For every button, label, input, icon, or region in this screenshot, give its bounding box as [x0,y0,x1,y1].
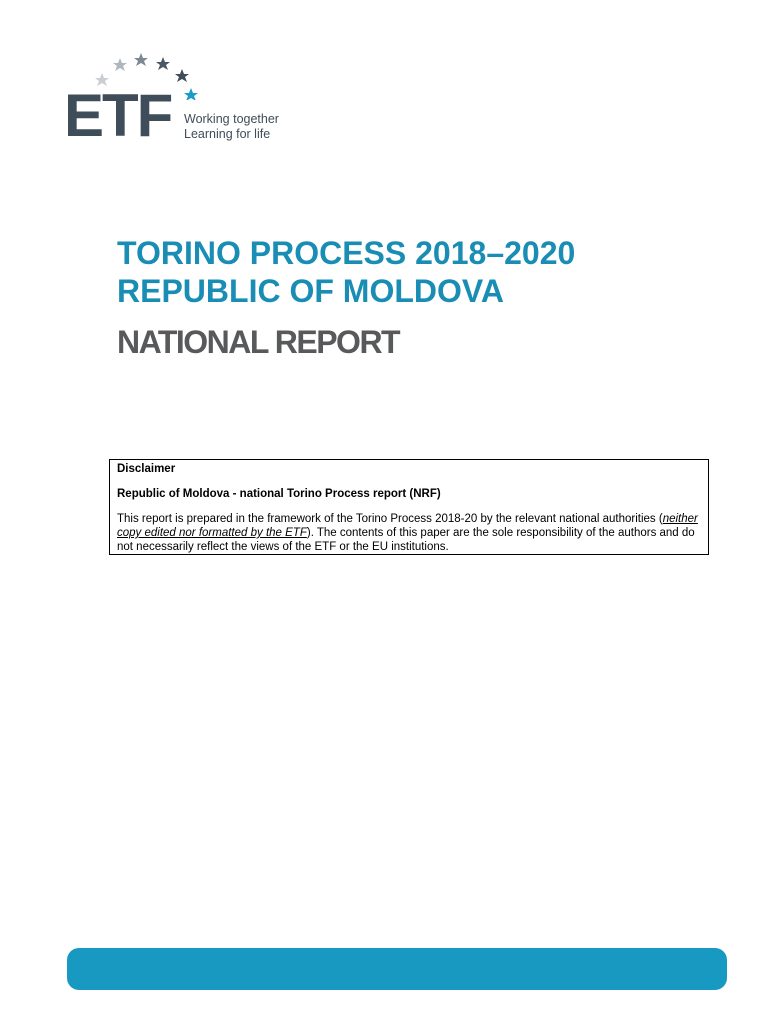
star-3 [134,53,148,66]
disclaimer-body-emphasis: neither copy edited nor formatted by the ETF [117,513,698,539]
etf-wordmark: ETF [64,82,172,149]
star-2 [113,58,127,71]
tagline-line-2: Learning for life [184,127,271,141]
disclaimer-body [117,512,701,554]
star-5 [175,69,189,82]
report-subtitle: NATIONAL REPORT [117,324,400,360]
disclaimer-body-part-2: ). The contents of this paper are the sole responsibility of the authors and do not necessarily reflect the views of the ETF or the EU institutions. [117,527,695,553]
logo-tagline [184,112,279,142]
footer-bar [67,948,727,990]
title-line-2: REPUBLIC OF MOLDOVA [117,273,504,309]
title-block [117,234,575,361]
disclaimer-box [109,459,709,555]
disclaimer-body-part-1: This report is prepared in the framework of the Torino Process 2018-20 by the relevant national authorities ( [117,513,663,525]
star-4 [156,57,170,70]
tagline-line-1: Working together [184,112,279,126]
etf-logo [64,50,294,149]
disclaimer-heading: Disclaimer [117,463,176,475]
title-line-1: TORINO PROCESS 2018–2020 [117,235,576,271]
star-6 [184,88,198,100]
disclaimer-subheading: Republic of Moldova - national Torino Process report (NRF) [117,488,441,500]
